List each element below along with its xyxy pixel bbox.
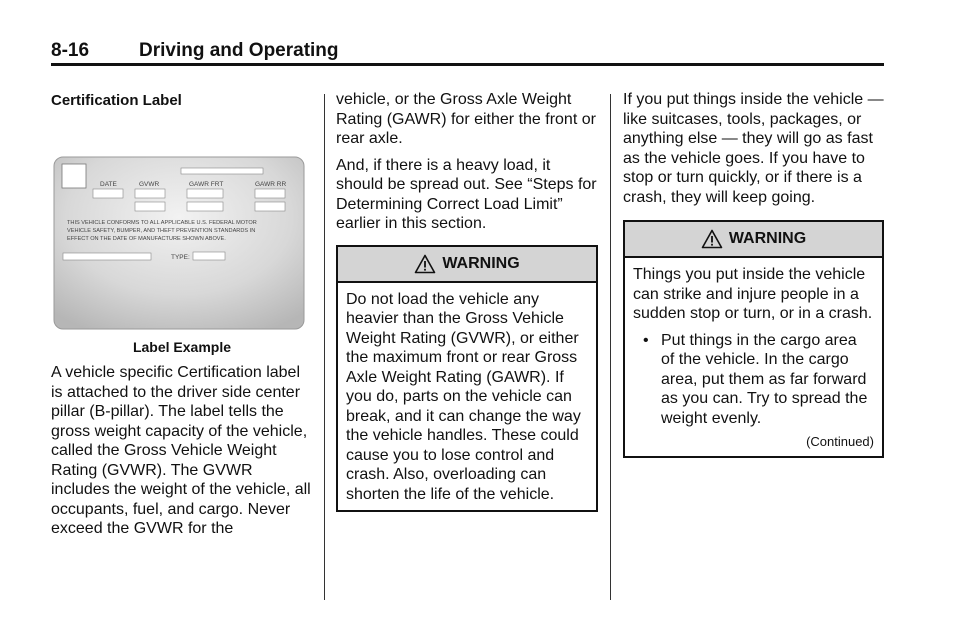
label-statement-line: VEHICLE SAFETY, BUMPER, AND THEFT PREVENTION STANDARDS IN [67,228,256,234]
label-statement-line: THIS VEHICLE CONFORMS TO ALL APPLICABLE U.S. FEDERAL MOTOR [67,220,257,226]
warning-box [336,245,598,513]
column-divider [324,94,325,600]
column-divider [610,94,611,600]
warning-triangle-icon [414,254,436,274]
warning-title: WARNING [442,254,520,272]
label-field-gvwr: GVWR [139,181,160,188]
page-header [51,40,884,66]
warning-content [625,258,882,456]
body-paragraph: And, if there is a heavy load, it should be spread out. See “Steps for Determining Correct Load Limit” earlier in this section. [336,156,597,232]
column-middle [336,90,598,512]
label-statement-line: EFFECT ON THE DATE OF MANUFACTURE SHOWN ABOVE. [67,236,226,242]
warning-text: Do not load the vehicle any heavier than the Gross Vehicle Weight Rating (GVWR), or either the maximum front or rear Gross Axle Weight Rating (GAWR). If you do, parts on the vehicle can break, and it can change the way the vehicle handles. These could cause you to lose control and crash. Also, overloading can shorten the life of the vehicle. [346,290,581,503]
warning-title: WARNING [728,230,807,247]
label-field-gawr-frt: GAWR FRT [189,181,224,188]
label-field-date: DATE [100,181,117,188]
body-paragraph: A vehicle specific Certification label is attached to the driver side center pillar (B-pillar). The label tells the gross weight capacity of the vehicle, called the Gross Vehicle Weight Rating (GVWR). The GVWR includes the weight of the vehicle, all occupants, fuel, and cargo. Never exceed the GVWR for the [51,364,311,537]
column-right [623,90,884,458]
figure-caption: Label Example [132,339,232,355]
warning-triangle-icon [701,229,723,249]
body-paragraph: If you put things inside the vehicle — like suitcases, tools, packages, or anything else — they will go as fast as the vehicle goes. If you have to stop or turn quickly, or if there is a crash, they will keep going. [623,91,884,206]
warning-header [338,247,596,283]
page-number: 8-16 [51,40,90,61]
warning-box [623,220,884,458]
label-type: TYPE: [171,254,190,261]
section-title: Certification Label [51,92,182,109]
bullet-mark: • [643,331,649,349]
chapter-title: Driving and Operating [139,40,339,61]
warning-text: Things you put inside the vehicle can strike and injure people in a sudden stop or turn, or in a crash. [633,266,873,322]
continued-note: (Continued) [806,434,874,449]
body-paragraph: vehicle, or the Gross Axle Weight Rating (GAWR) for either the front or rear axle. [336,91,596,147]
label-field-gawr-rr: GAWR RR [255,181,287,188]
bullet-text: Put things in the cargo area of the vehicle. In the cargo area, put them as far forward as you can. Try to spread the weight evenly. [661,331,868,427]
column-left [51,90,313,539]
warning-header [625,222,882,258]
certification-label-image [53,156,305,330]
bullet-item [643,331,874,429]
